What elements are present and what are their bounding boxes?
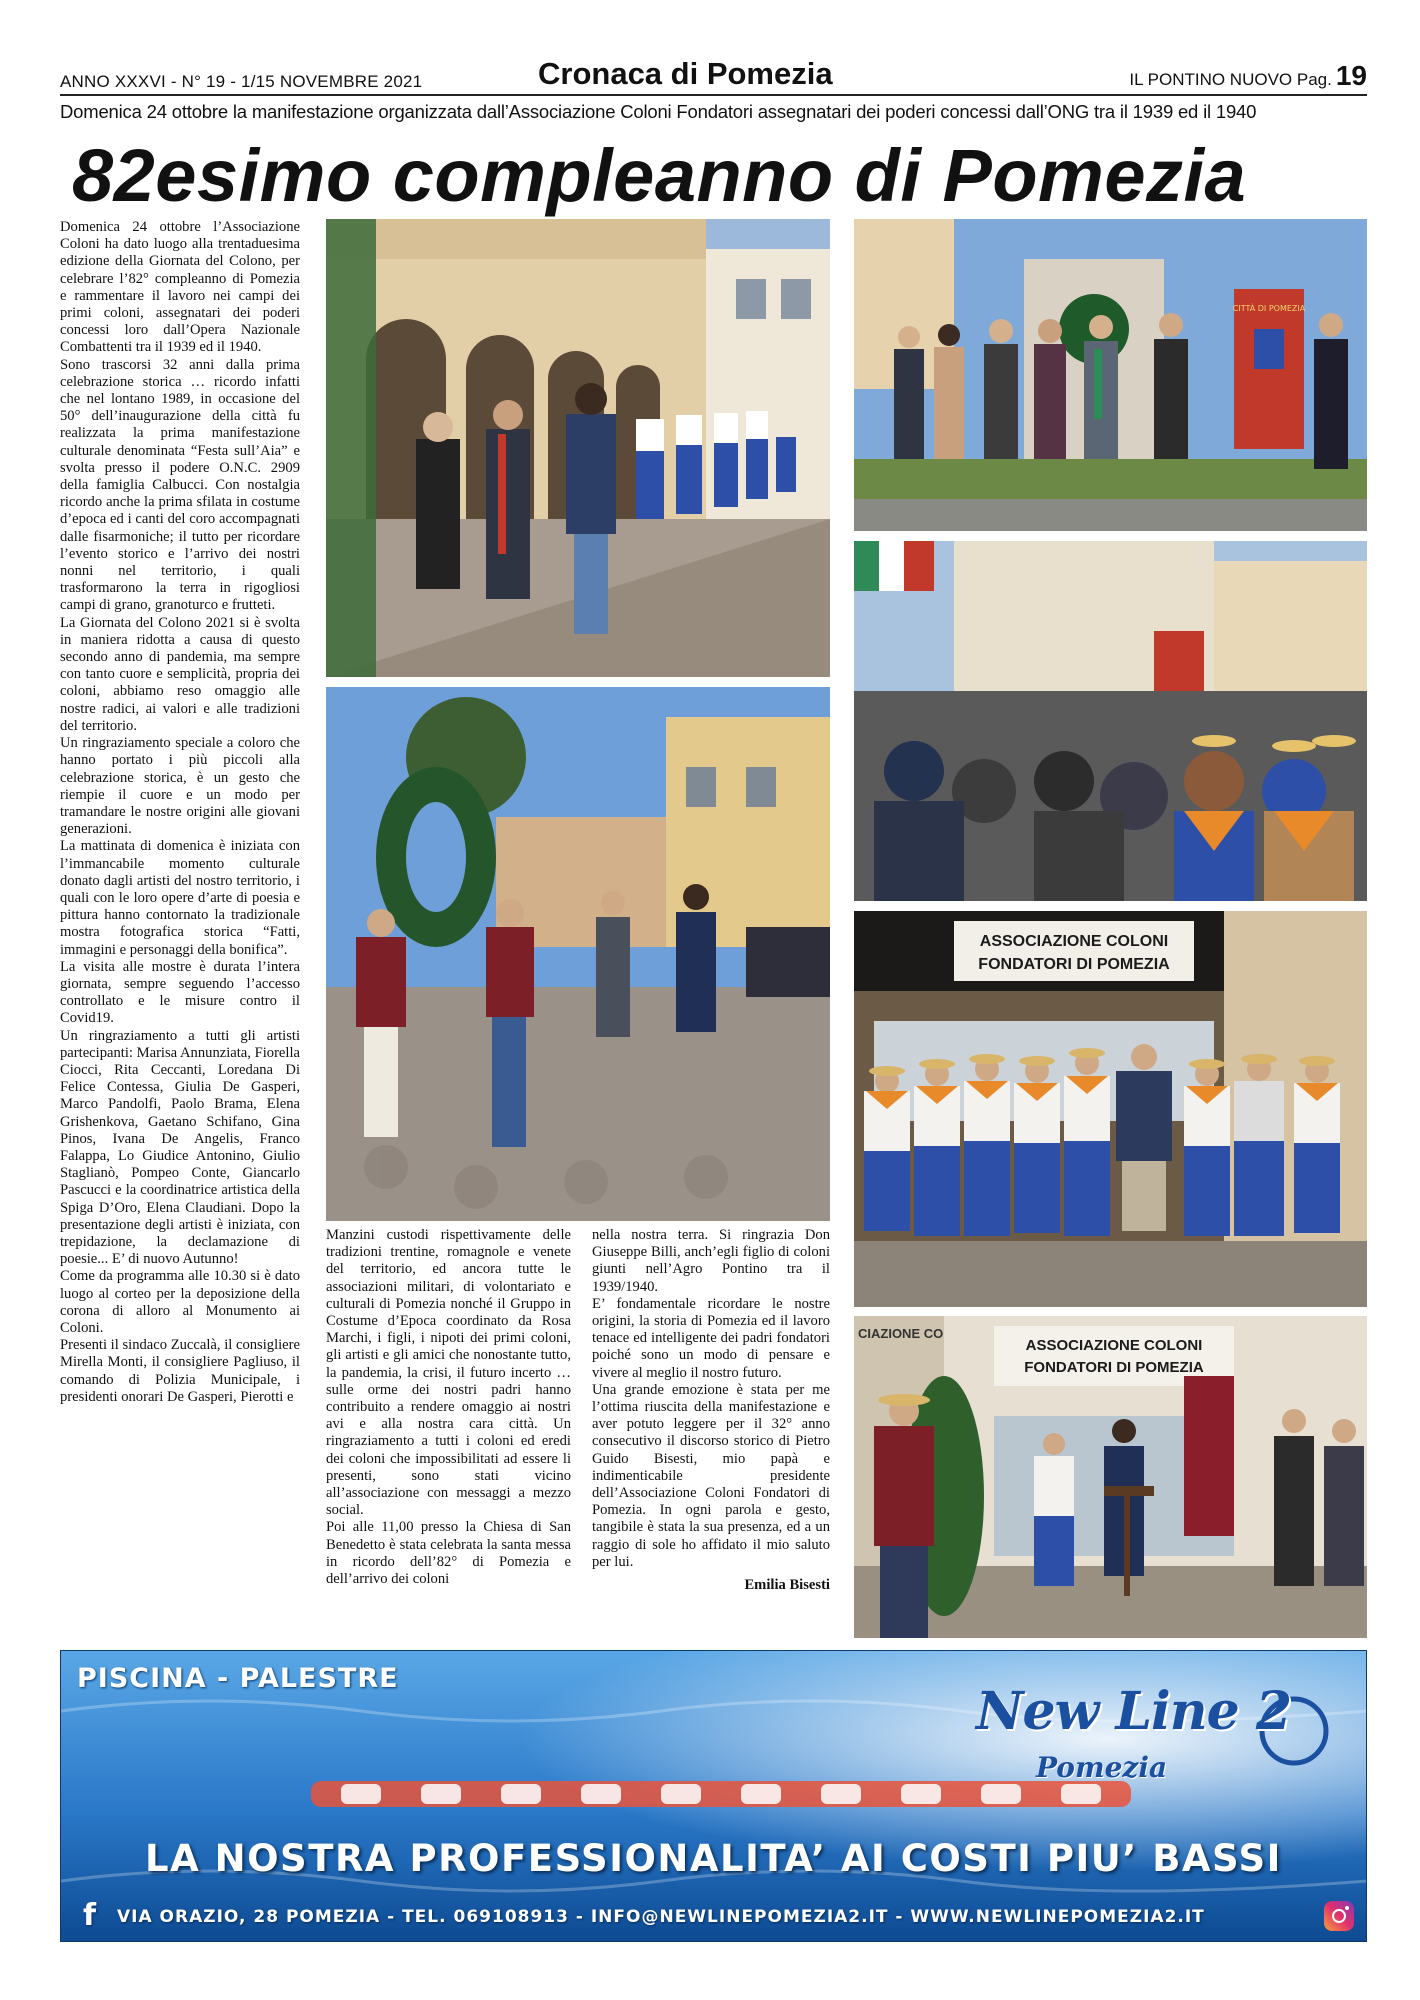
brand-number: 2 [1255, 1681, 1291, 1742]
paragraph: E’ fondamentale ricordare le nostre origini, la storia di Pomezia ed il lavoro tenace ed intelligente dei padri fondatori poiché sono un modo di pensare e vivere al meglio il nostro futuro. [592, 1295, 830, 1381]
facebook-icon[interactable]: f [82, 1898, 98, 1933]
photo-wreath-procession [326, 687, 830, 1221]
photo-crowd [854, 541, 1367, 901]
instagram-icon[interactable] [1324, 1901, 1354, 1931]
paragraph: Una grande emozione è stata per me l’ottima riuscita della manifestazione e aver potuto leggere per il 32° anno consecutivo il discorso storico di Pietro Guido Bisesti, mio papà e indimenticabile presidente dell’Associazione Coloni Fondatori di Pomezia. In ogni parola e gesto, tangibile è stata la sua presenza, ed a un raggio di sole ho affidato il mio saluto per lui. [592, 1381, 830, 1570]
sign2-line-1: ASSOCIAZIONE COLONI [1025, 1337, 1203, 1354]
page-info [1129, 60, 1367, 92]
article-headline: 82esimo compleanno di Pomezia [72, 134, 1247, 217]
page-header [60, 56, 1367, 96]
sign2-line-2: FONDATORI DI POMEZIA [1024, 1359, 1204, 1376]
ad-slogan: LA NOSTRA PROFESSIONALITA’ AI COSTI PIU’ BASSI [145, 1837, 1282, 1880]
article-kicker: Domenica 24 ottobre la manifestazione organizzata dall’Associazione Coloni Fondatori assegnatari dei poderi concessi dall’ONG tra il 1939 ed il 1940 [60, 101, 1257, 122]
author-signature: Emilia Bisesti [744, 1577, 830, 1594]
ad-title: PISCINA - PALESTRE [77, 1663, 399, 1694]
paragraph: Sono trascorsi 32 anni dalla prima celebrazione storica … ricordo infatti che nel lontano 1989, in occasione del 50° dell’inaugurazione della città fu realizzata la prima manifestazione culturale denominata “Festa sull’Aia” e svolta presso il podere O.N.C. 2909 della famiglia Calbucci. Con nostalgia ricordo anche la prima sfilata in costume d’epoca ed i canti del coro accompagnati dalle fisarmoniche; il tutto per ricordare l’evento storico e l’arrivo dei nostri nonni nel territorio, i quali trasformarono la terra in rigogliosi campi di grano, granoturco e frutteti. [60, 356, 300, 614]
photo-parade-arcades [326, 219, 830, 677]
photo-speech [854, 1316, 1367, 1638]
paragraph: Un ringraziamento a tutti gli artisti partecipanti: Marisa Annunziata, Fiorella Ciocci, Rita Ceccanti, Loredana Di Felice Contessa, Giulia De Gasperi, Marco Pandolfi, Paolo Brama, Elena Grishenkova, Gaetano Schifano, Gina Pinos, Ivana De Angelis, Franco Falappa, Lo Giudice Antonino, Giulio Staglianò, Pompeo Conte, Giancarlo Pascucci e la coordinatrice artistica della Spiga D’Oro, Elena Claudiani. Dopo la presentazione degli artisti è iniziata, con trepidazione, la declamazione di poesie... E’ di nuovo Autunno! [60, 1027, 300, 1268]
banner-label: CITTÀ DI POMEZIA [1232, 304, 1306, 313]
brand-name: New Line [976, 1681, 1239, 1742]
paragraph: La mattinata di domenica è iniziata con l’immancabile momento culturale donato dagli artisti del nostro territorio, i quali con le loro opere d’arte di poesia e pittura hanno contornato la tradizionale mostra fotografica storica “Fatti, immagini e personaggi della bonifica”. [60, 838, 300, 958]
sign-line-1: ASSOCIAZIONE COLONI [979, 933, 1169, 950]
brand-logo [976, 1681, 1291, 1742]
paper-name: IL PONTINO NUOVO Pag. [1129, 70, 1332, 89]
paragraph: Come da programma alle 10.30 si è dato luogo al corteo per la deposizione della corona di alloro al Monumento ai Coloni. [60, 1268, 300, 1336]
article-column-3 [592, 1227, 830, 1594]
paragraph: Manzini custodi rispettivamente delle tradizioni trentine, romagnole e venete del territorio, ed ancora tutte le associazioni militari, di volontariato e culturali di Pomezia nonché il Gruppo in Costume d’Epoca coordinato da Rosa Marchi, i figli, i nipoti dei primi coloni, gli artisti e gli amici che nonostante tutto, la pandemia, la crisi, il futuro incerto … sulle orme dei nostri padri hanno contribuito a rendere omaggio ai nostri avi e alla nostra cara città. Un ringraziamento a tutti i coloni ed eredi dei coloni che impossibilitati ad essere li presenti, sono stati vicino all’associazione con messaggi a mezzo social. [326, 1227, 571, 1519]
photo-costume-group [854, 911, 1367, 1307]
paragraph: nella nostra terra. Si ringrazia Don Giuseppe Billi, anch’egli figlio di coloni giunti nell’Agro Pontino tra il 1939/1940. [592, 1227, 830, 1295]
photo-monument-ceremony [854, 219, 1367, 531]
paragraph: La visita alle mostre è durata l’intera giornata, sempre seguendo l’accesso controllato e le misure contro il Covid19. [60, 958, 300, 1027]
paragraph: Un ringraziamento speciale a coloro che hanno portato i più piccoli alla celebrazione storica, è un gesto che riempie il cuore e un modo per tramandare le nostre origini alle giovani generazioni. [60, 735, 300, 838]
advertisement-banner[interactable] [60, 1650, 1367, 1942]
ad-footer [61, 1897, 1366, 1937]
ad-contacts: VIA ORAZIO, 28 POMEZIA - TEL. 069108913 - INFO@NEWLINEPOMEZIA2.IT - WWW.NEWLINEPOMEZIA2.IT [117, 1907, 1205, 1927]
page-number: 19 [1335, 60, 1367, 91]
sign-partial: CIAZIONE CO [858, 1326, 944, 1341]
paragraph: La Giornata del Colono 2021 si è svolta in maniera ridotta a causa di questo secondo anno di pandemia, ma sempre con tanto cuore e semplicità, propria dei coloni, abbiamo reso omaggio alle nostre radici, ai valori e alle tradizioni del territorio. [60, 614, 300, 734]
paragraph: Domenica 24 ottobre l’Associazione Coloni ha dato luogo alla trentaduesima edizione della Giornata del Colono, per celebrare l’82° compleanno di Pomezia e rammentare il lavoro nei campi dei primi coloni, assegnatari dei poderi concessi loro dall’Opera Nazionale Combattenti tra il 1939 ed il 1940. [60, 219, 300, 356]
issue-info: ANNO XXXVI - N° 19 - 1/15 NOVEMBRE 2021 [60, 72, 423, 91]
paragraph: Presenti il sindaco Zuccalà, il consigliere Mirella Monti, il consigliere Pagliuso, il comando di Polizia Municipale, i presidenti onorari De Gasperi, Pierotti e [60, 1337, 300, 1405]
paragraph: Poi alle 11,00 presso la Chiesa di San Benedetto è stata celebrata la santa messa in ricordo dell’82° di Pomezia e dell’arrivo dei coloni [326, 1519, 571, 1588]
article-column-2 [326, 1227, 571, 1588]
article-column-1 [60, 219, 300, 1406]
sign-line-2: FONDATORI DI POMEZIA [978, 956, 1170, 973]
brand-subtitle: Pomezia [1036, 1751, 1168, 1784]
section-title: Cronaca di Pomezia [538, 56, 833, 91]
